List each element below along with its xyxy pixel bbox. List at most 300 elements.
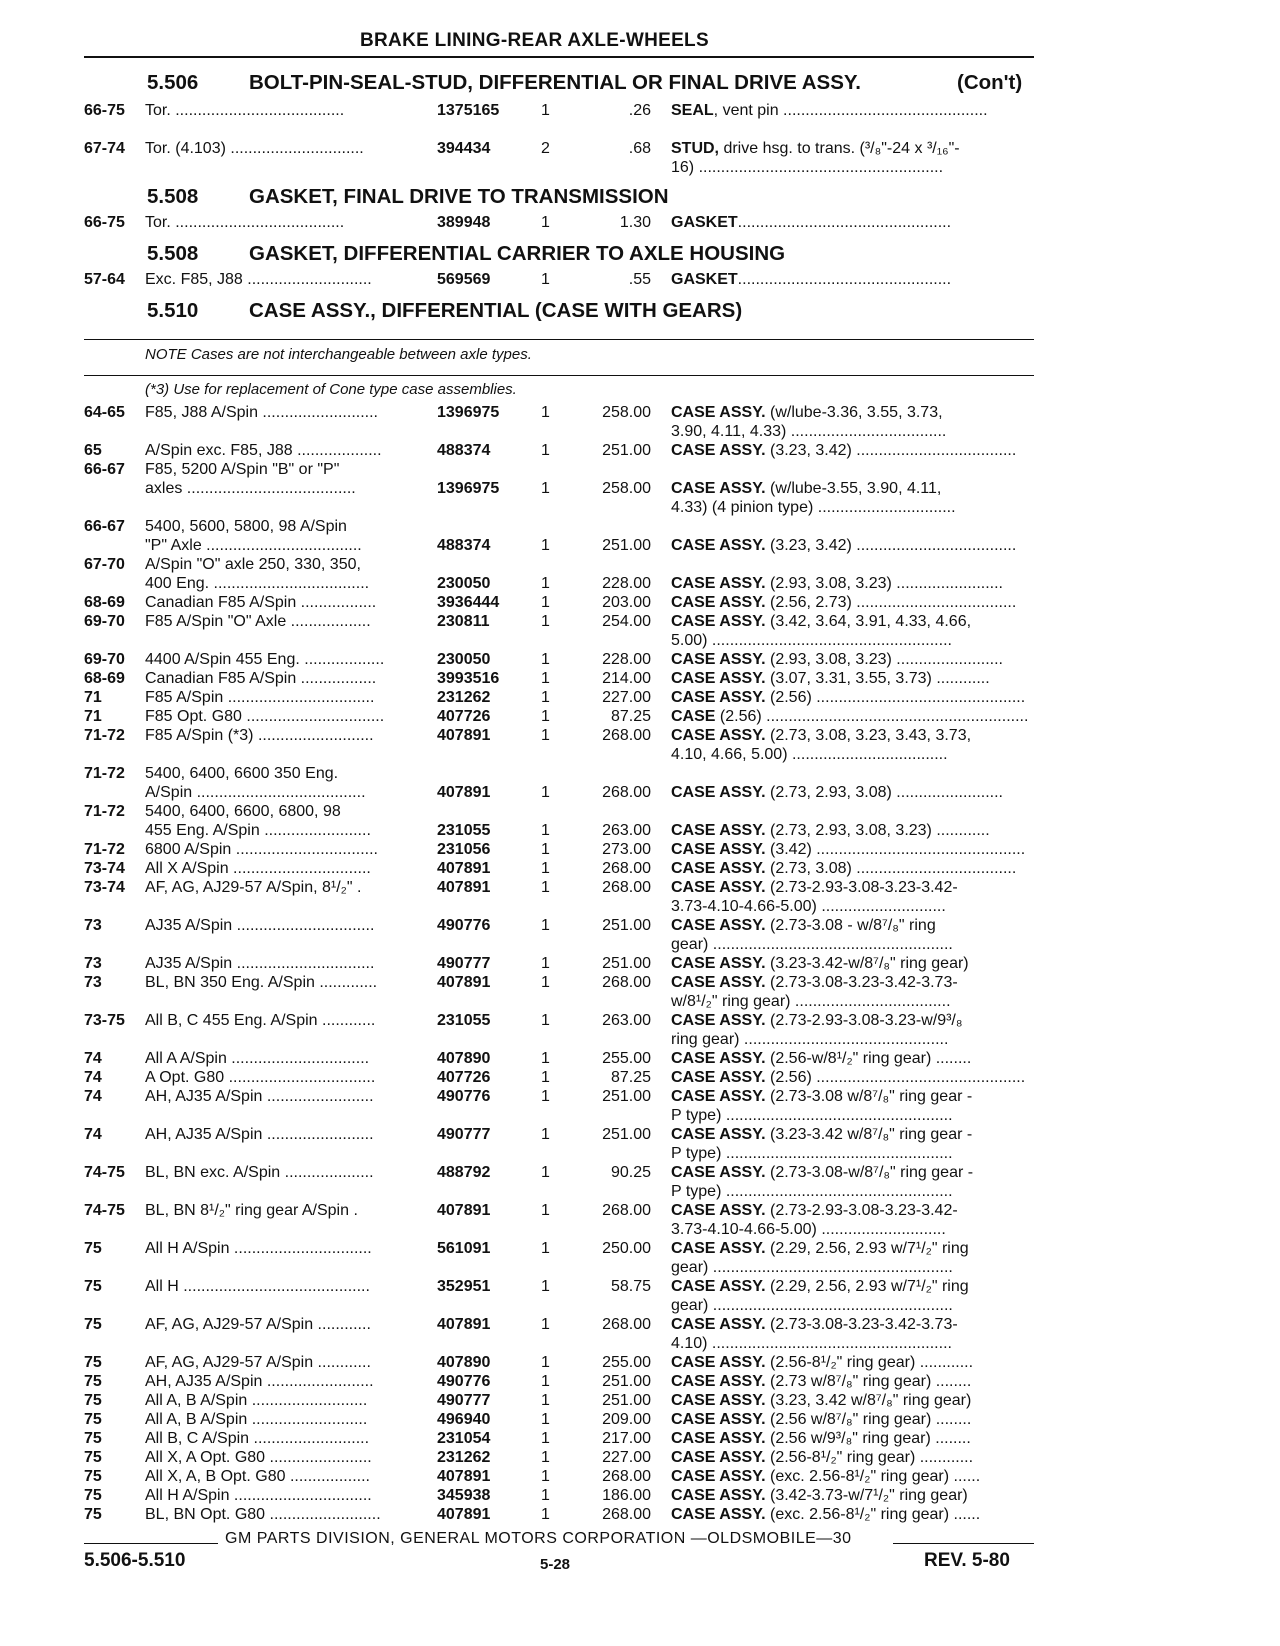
description — [671, 1372, 1033, 1391]
quantity: 1 — [541, 537, 550, 554]
description — [671, 1505, 1033, 1524]
description-heading: SEAL — [671, 102, 714, 119]
part-number: 407891 — [437, 727, 491, 744]
description-text: (2.73-3.08-3.23-3.42-3.73- — [765, 1316, 958, 1333]
application: 455 Eng. A/Spin ........................ — [145, 822, 371, 839]
description-text: (3.23, 3.42) .................................... — [765, 537, 1017, 554]
description — [671, 1201, 1033, 1220]
description — [671, 536, 1033, 555]
description — [671, 1239, 1033, 1258]
quantity: 1 — [541, 955, 550, 972]
description — [671, 1106, 1033, 1125]
part-row — [0, 1125, 1280, 1144]
quantity: 1 — [541, 1373, 550, 1390]
description-heading: CASE ASSY. — [671, 822, 766, 839]
description — [671, 270, 1033, 289]
model-years: 75 — [84, 1373, 102, 1390]
part-number: 3936444 — [437, 594, 500, 611]
application: A Opt. G80 ................................. — [145, 1069, 376, 1086]
part-row — [0, 1467, 1280, 1486]
description-heading: CASE ASSY. — [671, 1088, 766, 1105]
description-text: gear) ...................................................... — [671, 1297, 953, 1314]
description-text: (2.56 w/8⁷/₈" ring gear) ........ — [765, 1411, 972, 1428]
part-row — [0, 479, 1280, 498]
section-heading — [147, 71, 1023, 95]
note-interchange: NOTE Cases are not interchangeable between axle types. — [145, 346, 532, 363]
part-number: 407891 — [437, 974, 491, 991]
footer-revision: REV. 5-80 — [924, 1550, 1010, 1571]
description — [671, 612, 1033, 631]
quantity: 1 — [541, 1506, 550, 1523]
application: BL, BN Opt. G80 ......................... — [145, 1506, 381, 1523]
price: 228.00 — [602, 575, 651, 592]
part-number: 1396975 — [437, 480, 500, 497]
quantity: 1 — [541, 1088, 550, 1105]
section-heading — [147, 242, 785, 266]
description-text: (2.56 w/9³/₈" ring gear) ........ — [765, 1430, 971, 1447]
price: 254.00 — [602, 613, 651, 630]
part-number: 231055 — [437, 1012, 491, 1029]
description-text: (3.23, 3.42 w/8⁷/₈" ring gear) — [765, 1392, 972, 1409]
description-text: P type) ................................................... — [671, 1183, 953, 1200]
price: 251.00 — [602, 917, 651, 934]
description — [671, 593, 1033, 612]
part-number: 230050 — [437, 575, 491, 592]
quantity: 1 — [541, 1240, 550, 1257]
description-text: (2.73, 3.08, 3.23, 3.43, 3.73, — [765, 727, 972, 744]
part-row — [0, 1182, 1280, 1201]
section-number: 5.506 — [147, 71, 199, 94]
part-row — [0, 139, 1280, 158]
description — [671, 441, 1033, 460]
application: All X, A Opt. G80 ....................... — [145, 1449, 372, 1466]
description-heading: GASKET — [671, 214, 738, 231]
description-text: gear) ...................................................... — [671, 1259, 953, 1276]
part-number: 490777 — [437, 1392, 491, 1409]
part-row — [0, 821, 1280, 840]
description-heading: CASE ASSY. — [671, 860, 766, 877]
quantity: 2 — [541, 140, 550, 157]
part-number: 561091 — [437, 1240, 491, 1257]
price: 251.00 — [602, 1392, 651, 1409]
description-text: P type) ................................................... — [671, 1107, 953, 1124]
price: 251.00 — [602, 537, 651, 554]
application: A/Spin exc. F85, J88 ................... — [145, 442, 382, 459]
part-row — [0, 1068, 1280, 1087]
description — [671, 422, 1033, 441]
model-years: 74-75 — [84, 1164, 125, 1181]
price: .68 — [628, 140, 651, 157]
model-years: 74 — [84, 1126, 102, 1143]
application: All X A/Spin ............................... — [145, 860, 371, 877]
part-row — [0, 1315, 1280, 1334]
part-row — [0, 878, 1280, 897]
model-years: 66-75 — [84, 214, 125, 231]
part-row — [0, 1410, 1280, 1429]
description-text: (w/lube-3.55, 3.90, 4.11, — [765, 480, 942, 497]
description — [671, 745, 1033, 764]
price: 227.00 — [602, 689, 651, 706]
application: 5400, 5600, 5800, 98 A/Spin — [145, 518, 347, 535]
model-years: 69-70 — [84, 651, 125, 668]
part-row — [0, 1277, 1280, 1296]
description-text: P type) ................................................... — [671, 1145, 953, 1162]
part-row — [0, 1220, 1280, 1239]
description — [671, 479, 1033, 498]
price: 268.00 — [602, 1468, 651, 1485]
description-heading: CASE ASSY. — [671, 1487, 766, 1504]
part-row — [0, 802, 1280, 821]
description — [671, 688, 1033, 707]
model-years: 74-75 — [84, 1202, 125, 1219]
section-number: 5.510 — [147, 299, 199, 322]
part-row — [0, 555, 1280, 574]
part-row — [0, 1201, 1280, 1220]
description — [671, 935, 1033, 954]
description-text: (3.42) ............................................... — [765, 841, 1026, 858]
part-number: 231056 — [437, 841, 491, 858]
quantity: 1 — [541, 822, 550, 839]
description — [671, 1011, 1033, 1030]
quantity: 1 — [541, 1392, 550, 1409]
part-number: 230811 — [437, 613, 490, 630]
quantity: 1 — [541, 708, 550, 725]
part-row — [0, 669, 1280, 688]
description-heading: CASE ASSY. — [671, 841, 766, 858]
description-heading: CASE ASSY. — [671, 974, 766, 991]
description — [671, 1467, 1033, 1486]
description — [671, 878, 1033, 897]
description — [671, 631, 1033, 650]
quantity: 1 — [541, 102, 550, 119]
description-text: ring gear) .............................................. — [671, 1031, 949, 1048]
description-heading: CASE ASSY. — [671, 955, 766, 972]
part-row — [0, 973, 1280, 992]
part-number: 230050 — [437, 651, 491, 668]
description-heading: CASE ASSY. — [671, 1373, 766, 1390]
part-row — [0, 916, 1280, 935]
model-years: 73-75 — [84, 1012, 125, 1029]
quantity: 1 — [541, 1278, 550, 1295]
description — [671, 1125, 1033, 1144]
part-number: 407891 — [437, 1202, 491, 1219]
description — [671, 992, 1033, 1011]
model-years: 67-74 — [84, 140, 125, 157]
application: A/Spin ...................................... — [145, 784, 366, 801]
description — [671, 498, 1033, 517]
description — [671, 821, 1033, 840]
part-number: 407726 — [437, 708, 491, 725]
price: 251.00 — [602, 1088, 651, 1105]
description — [671, 1315, 1033, 1334]
part-row — [0, 1296, 1280, 1315]
price: 268.00 — [602, 727, 651, 744]
model-years: 75 — [84, 1430, 102, 1447]
application: AH, AJ35 A/Spin ........................ — [145, 1373, 374, 1390]
description-heading: CASE ASSY. — [671, 1240, 766, 1257]
description-heading: CASE ASSY. — [671, 1392, 766, 1409]
description-text: gear) ...................................................... — [671, 936, 953, 953]
application: AF, AG, AJ29-57 A/Spin, 8¹/₂" . — [145, 879, 362, 896]
description-text: (2.73-2.93-3.08-3.23-3.42- — [765, 879, 958, 896]
description-heading: CASE ASSY. — [671, 1012, 766, 1029]
description-text: (2.56) ............................................... — [765, 689, 1026, 706]
model-years: 71-72 — [84, 765, 125, 782]
price: 268.00 — [602, 1316, 651, 1333]
description-heading: CASE — [671, 708, 716, 725]
application: AF, AG, AJ29-57 A/Spin ............ — [145, 1354, 371, 1371]
part-number: 407726 — [437, 1069, 491, 1086]
description-text: (2.73-2.93-3.08-3.23-w/9³/₈ — [765, 1012, 963, 1029]
application: "P" Axle ................................... — [145, 537, 362, 554]
quantity: 1 — [541, 727, 550, 744]
quantity: 1 — [541, 1050, 550, 1067]
part-row — [0, 1353, 1280, 1372]
model-years: 64-65 — [84, 404, 125, 421]
part-number: 1396975 — [437, 404, 500, 421]
description-text: 4.10) ...................................................... — [671, 1335, 952, 1352]
description — [671, 1049, 1033, 1068]
description-heading: CASE ASSY. — [671, 1164, 766, 1181]
section-number: 5.508 — [147, 242, 199, 265]
application: All A, B A/Spin .......................... — [145, 1411, 368, 1428]
quantity: 1 — [541, 1487, 550, 1504]
application: 6800 A/Spin ................................ — [145, 841, 378, 858]
price: .26 — [628, 102, 651, 119]
part-number: 407890 — [437, 1354, 491, 1371]
part-row — [0, 270, 1280, 289]
model-years: 75 — [84, 1468, 102, 1485]
price: 217.00 — [602, 1430, 651, 1447]
quantity: 1 — [541, 670, 550, 687]
section-number: 5.508 — [147, 185, 199, 208]
part-row — [0, 1106, 1280, 1125]
price: 268.00 — [602, 1506, 651, 1523]
model-years: 71-72 — [84, 803, 125, 820]
part-row — [0, 213, 1280, 232]
part-number: 407891 — [437, 860, 491, 877]
part-number: 394434 — [437, 140, 491, 157]
quantity: 1 — [541, 1316, 550, 1333]
description-text: (2.56-w/8¹/₂" ring gear) ........ — [765, 1050, 972, 1067]
description — [671, 1068, 1033, 1087]
part-number: 407891 — [437, 784, 491, 801]
header-rule — [84, 56, 1034, 58]
description-text: 5.00) ...................................................... — [671, 632, 952, 649]
quantity: 1 — [541, 594, 550, 611]
part-number: 490777 — [437, 1126, 491, 1143]
description-heading: CASE ASSY. — [671, 727, 766, 744]
part-number: 407890 — [437, 1050, 491, 1067]
description — [671, 726, 1033, 745]
quantity: 1 — [541, 1164, 550, 1181]
description-heading: CASE ASSY. — [671, 537, 766, 554]
description-text: 3.73-4.10-4.66-5.00) ............................ — [671, 1221, 946, 1238]
quantity: 1 — [541, 917, 550, 934]
price: 273.00 — [602, 841, 651, 858]
quantity: 1 — [541, 480, 550, 497]
quantity: 1 — [541, 974, 550, 991]
quantity: 1 — [541, 1126, 550, 1143]
price: 268.00 — [602, 860, 651, 877]
section-heading — [147, 299, 742, 323]
application: AJ35 A/Spin ............................... — [145, 917, 375, 934]
description — [671, 897, 1033, 916]
part-row — [0, 422, 1280, 441]
section-title: CASE ASSY., DIFFERENTIAL (CASE WITH GEARS) — [249, 299, 743, 322]
description-heading: CASE ASSY. — [671, 1202, 766, 1219]
price: 1.30 — [619, 214, 651, 231]
part-row — [0, 840, 1280, 859]
part-row — [0, 859, 1280, 878]
note-cone: (*3) Use for replacement of Cone type case assemblies. — [145, 381, 517, 398]
description-text: (2.93, 3.08, 3.23) ........................ — [765, 651, 1003, 668]
description-text: (3.23-3.42 w/8⁷/₈" ring gear - — [765, 1126, 973, 1143]
part-row — [0, 1258, 1280, 1277]
price: 87.25 — [610, 1069, 651, 1086]
price: 58.75 — [610, 1278, 651, 1295]
part-row — [0, 1448, 1280, 1467]
description-heading: CASE ASSY. — [671, 917, 766, 934]
description — [671, 574, 1033, 593]
section-title: GASKET, FINAL DRIVE TO TRANSMISSION — [249, 185, 669, 208]
description — [671, 1258, 1033, 1277]
page-header-title: BRAKE LINING-REAR AXLE-WHEELS — [360, 30, 709, 51]
description — [671, 1030, 1033, 1049]
quantity: 1 — [541, 784, 550, 801]
application: Canadian F85 A/Spin ................. — [145, 594, 377, 611]
quantity: 1 — [541, 442, 550, 459]
application: Canadian F85 A/Spin ................. — [145, 670, 377, 687]
application: All A A/Spin ............................... — [145, 1050, 370, 1067]
price: 186.00 — [602, 1487, 651, 1504]
description-heading: CASE ASSY. — [671, 1506, 766, 1523]
description — [671, 1486, 1033, 1505]
description-heading: CASE ASSY. — [671, 879, 766, 896]
description-text: (2.73 w/8⁷/₈" ring gear) ........ — [765, 1373, 972, 1390]
description-text: (2.73, 2.93, 3.08, 3.23) ............ — [765, 822, 990, 839]
application: All B, C 455 Eng. A/Spin ............ — [145, 1012, 376, 1029]
quantity: 1 — [541, 860, 550, 877]
model-years: 75 — [84, 1278, 102, 1295]
model-years: 73-74 — [84, 879, 125, 896]
application: F85 Opt. G80 ............................... — [145, 708, 385, 725]
part-row — [0, 460, 1280, 479]
description-text: (2.93, 3.08, 3.23) ........................ — [765, 575, 1003, 592]
model-years: 67-70 — [84, 556, 125, 573]
application: Tor. ...................................... — [145, 102, 345, 119]
part-row — [0, 1429, 1280, 1448]
description-heading: CASE ASSY. — [671, 1050, 766, 1067]
part-row — [0, 726, 1280, 745]
application: F85 A/Spin ................................. — [145, 689, 375, 706]
description — [671, 1144, 1033, 1163]
description — [671, 1448, 1033, 1467]
description — [671, 1220, 1033, 1239]
description-text: (2.56-8¹/₂" ring gear) ............ — [765, 1449, 974, 1466]
price: 228.00 — [602, 651, 651, 668]
application: 4400 A/Spin 455 Eng. .................. — [145, 651, 385, 668]
description-text: 4.33) (4 pinion type) ............................... — [671, 499, 956, 516]
description — [671, 916, 1033, 935]
price: .55 — [628, 271, 651, 288]
price: 87.25 — [610, 708, 651, 725]
quantity: 1 — [541, 575, 550, 592]
description-text: (3.42, 3.64, 3.91, 4.33, 4.66, — [765, 613, 972, 630]
footer-page-number: 5-28 — [540, 1556, 571, 1573]
description — [671, 158, 1033, 177]
price: 268.00 — [602, 974, 651, 991]
application: AH, AJ35 A/Spin ........................ — [145, 1088, 374, 1105]
description-text: ................................................ — [737, 271, 952, 288]
part-number: 231054 — [437, 1430, 491, 1447]
description — [671, 650, 1033, 669]
part-row — [0, 1087, 1280, 1106]
description-text: (2.73, 2.93, 3.08) ........................ — [765, 784, 1003, 801]
part-row — [0, 1030, 1280, 1049]
application: All H A/Spin ............................... — [145, 1240, 372, 1257]
application: F85 A/Spin "O" Axle .................. — [145, 613, 371, 630]
application: Tor. ...................................... — [145, 214, 345, 231]
model-years: 71 — [84, 708, 102, 725]
description-heading: CASE ASSY. — [671, 404, 766, 421]
price: 90.25 — [610, 1164, 651, 1181]
description-text: , vent pin .............................................. — [713, 102, 988, 119]
footer-rule-right — [893, 1543, 1034, 1544]
part-row — [0, 707, 1280, 726]
part-row — [0, 1486, 1280, 1505]
part-row — [0, 1163, 1280, 1182]
part-row — [0, 1505, 1280, 1524]
description-heading: CASE ASSY. — [671, 689, 766, 706]
price: 268.00 — [602, 879, 651, 896]
price: 214.00 — [602, 670, 651, 687]
description-heading: CASE ASSY. — [671, 1126, 766, 1143]
part-number: 490776 — [437, 1373, 491, 1390]
description — [671, 139, 1033, 158]
part-number: 389948 — [437, 214, 491, 231]
continued-label: (Con't) — [957, 71, 1023, 94]
model-years: 75 — [84, 1240, 102, 1257]
description-text: (2.73-3.08-3.23-3.42-3.73- — [765, 974, 958, 991]
application: F85, J88 A/Spin .......................... — [145, 404, 378, 421]
description-text: 3.90, 4.11, 4.33) ................................... — [671, 423, 947, 440]
description-text: (2.56-8¹/₂" ring gear) ............ — [765, 1354, 974, 1371]
description-heading: CASE ASSY. — [671, 442, 766, 459]
description-heading: CASE ASSY. — [671, 613, 766, 630]
description-text: (2.56) ............................................... — [765, 1069, 1026, 1086]
model-years: 75 — [84, 1316, 102, 1333]
description — [671, 859, 1033, 878]
section-title: GASKET, DIFFERENTIAL CARRIER TO AXLE HOUSING — [249, 242, 786, 265]
part-row — [0, 403, 1280, 422]
application: Exc. F85, J88 ............................ — [145, 271, 372, 288]
description — [671, 403, 1033, 422]
description-text: (3.42-3.73-w/7¹/₂" ring gear) — [765, 1487, 968, 1504]
model-years: 73 — [84, 917, 102, 934]
application: AH, AJ35 A/Spin ........................ — [145, 1126, 374, 1143]
part-row — [0, 1239, 1280, 1258]
part-row — [0, 631, 1280, 650]
model-years: 71-72 — [84, 841, 125, 858]
model-years: 66-67 — [84, 461, 125, 478]
part-number: 569569 — [437, 271, 491, 288]
part-row — [0, 158, 1280, 177]
part-number: 407891 — [437, 1506, 491, 1523]
quantity: 1 — [541, 879, 550, 896]
model-years: 65 — [84, 442, 102, 459]
description-heading: CASE ASSY. — [671, 1449, 766, 1466]
